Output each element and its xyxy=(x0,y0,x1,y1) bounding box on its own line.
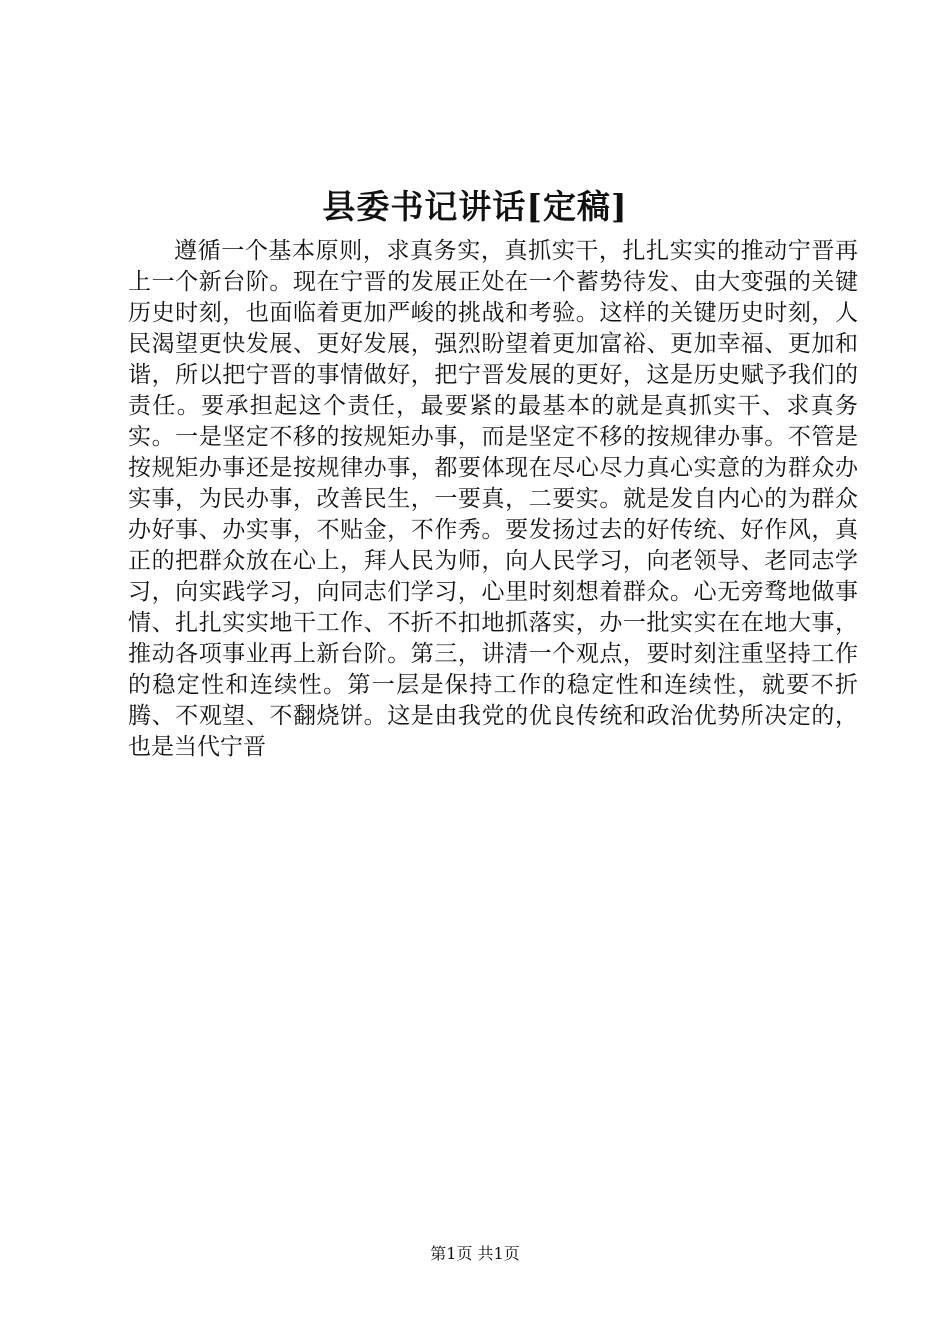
body-paragraph: 遵循一个基本原则，求真务实，真抓实干，扎扎实实的推动宁晋再上一个新台阶。现在宁晋的发展正处在一个蓄势待发、由大变强的关键历史时刻，也面临着更加严峻的挑战和考验。这样的关键历史时刻，人民渴望更快发展、更好发展，强烈盼望着更加富裕、更加幸福、更加和谐，所以把宁晋的事情做好，把宁晋发展的更好，这是历史赋予我们的责任。要承担起这个责任，最要紧的最基本的就是真抓实干、求真务实。一是坚定不移的按规矩办事，而是坚定不移的按规律办事。不管是按规矩办事还是按规律办事，都要体现在尽心尽力真心实意的为群众办实事，为民办事，改善民生，一要真，二要实。就是发自内心的为群众办好事、办实事，不贴金，不作秀。要发扬过去的好传统、好作风，真正的把群众放在心上，拜人民为师，向人民学习，向老领导、老同志学习，向实践学习，向同志们学习，心里时刻想着群众。心无旁骛地做事情、扎扎实实地干工作、不折不扣地抓落实，办一批实实在在地大事，推动各项事业再上新台阶。第三，讲清一个观点，要时刻注重坚持工作的稳定性和连续性。第一层是保持工作的稳定性和连续性，就要不折腾、不观望、不翻烧饼。这是由我党的优良传统和政治优势所决定的，也是当代宁晋 xyxy=(128,238,858,760)
page-number-footer: 第1页 共1页 xyxy=(430,1244,520,1263)
document-title: 县委书记讲话[定稿] xyxy=(322,187,628,226)
